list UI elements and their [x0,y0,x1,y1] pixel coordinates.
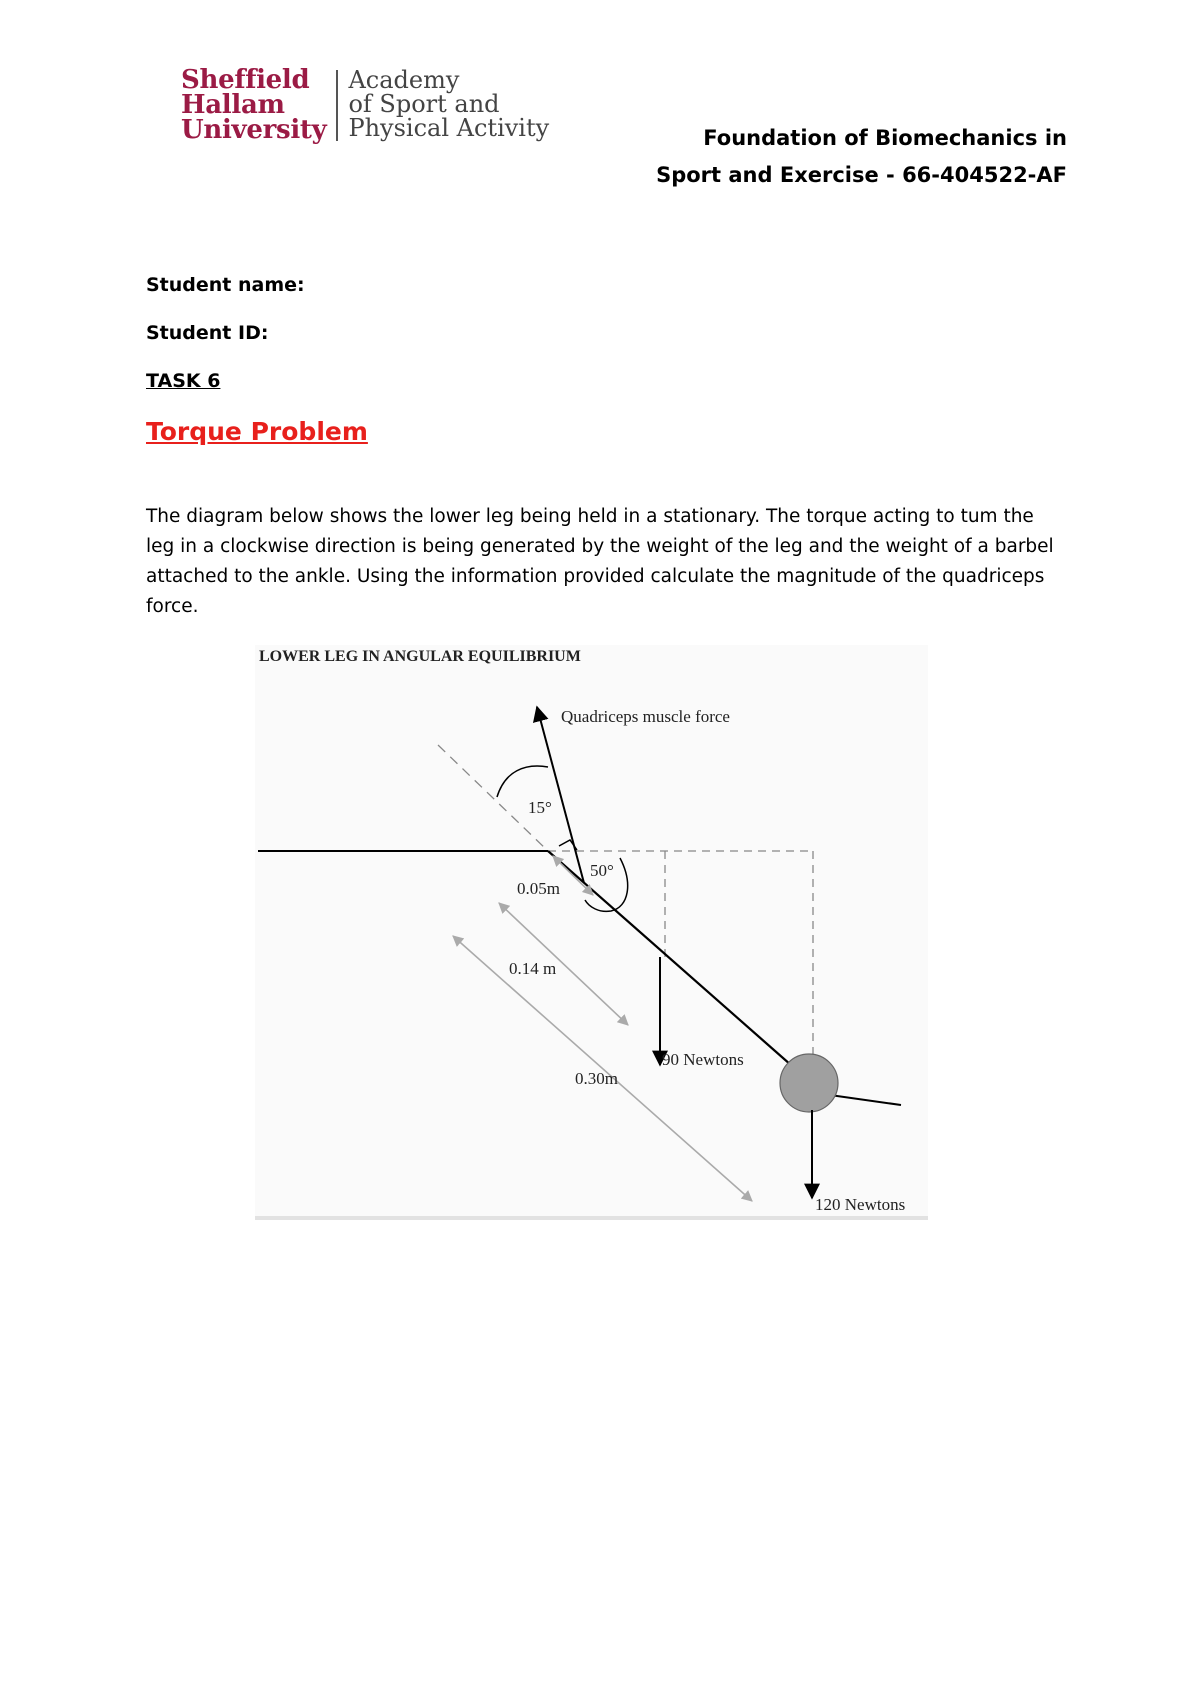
angle-50-label: 50° [590,861,614,880]
problem-title: Torque Problem [146,417,368,446]
course-title [656,120,1067,194]
logo-university-name [181,65,336,145]
student-name-label: Student name: [146,274,305,296]
distance-005-label: 0.05m [517,879,560,898]
distance-014-label: 0.14 m [509,959,557,978]
course-title-line-2: Sport and Exercise - 66-404522-AF [656,163,1067,187]
logo-academy-name [348,68,549,143]
task-label: TASK 6 [146,370,221,392]
force-120-label: 120 Newtons [815,1195,906,1214]
torque-diagram-svg [255,645,928,1220]
academy-line-3: Physical Activity [348,114,550,142]
force-90-label: 90 Newtons [662,1050,744,1069]
student-id-label: Student ID: [146,322,269,344]
academy-line-1: Academy [348,66,460,94]
distance-030-label: 0.30m [575,1069,618,1088]
logo-divider [336,70,338,141]
academy-line-2: of Sport and [348,90,500,118]
diagram-background [255,645,928,1220]
diagram-title: LOWER LEG IN ANGULAR EQUILIBRIUM [259,648,581,665]
problem-description: The diagram below shows the lower leg being held in a stationary. The torque acting to tum the leg in a clockwise direction is being generated by the weight of the leg and the weight of a barbel attached to the ankle. Using the information provided calculate the magnitude of the quadriceps force. [146,506,1054,617]
angle-15-label: 15° [528,798,552,817]
logo-line-2: Hallam [181,90,285,120]
quadriceps-label: Quadriceps muscle force [561,707,730,726]
torque-diagram [255,645,928,1220]
course-title-line-1: Foundation of Biomechanics in [703,126,1067,150]
logo-line-1: Sheffield [181,65,310,95]
logo-line-3: University [181,115,327,145]
university-logo [181,65,550,145]
barbell-weight [780,1054,838,1112]
